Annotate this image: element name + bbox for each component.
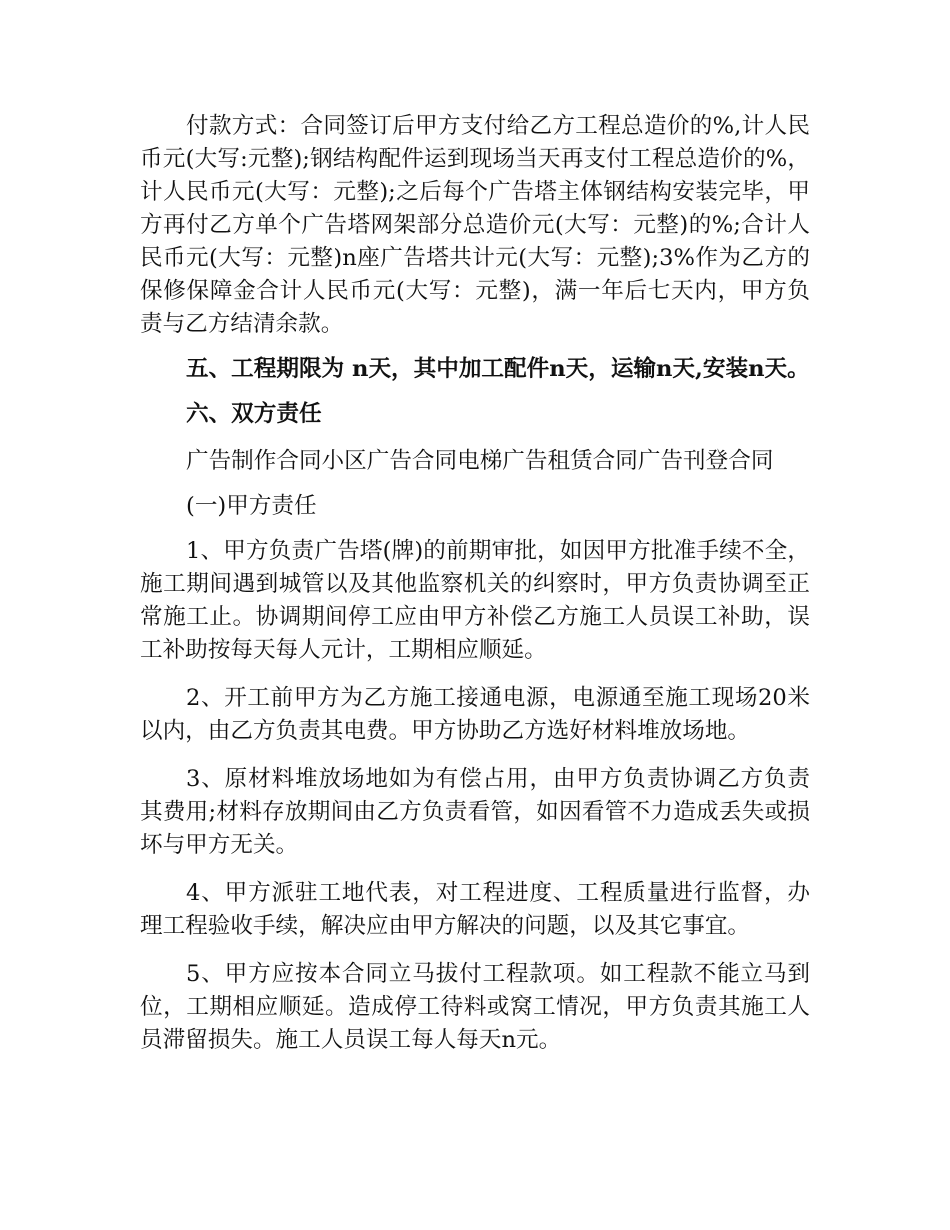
document-page <box>140 110 810 1057</box>
subheading-party-a: (一)甲方责任 <box>186 493 317 519</box>
list-item-5: 5、甲方应按本合同立马拔付工程款项。如工程款不能立马到位，工期相应顺延。造成停工待料或窝工情况，甲方负责其施工人员滞留损失。施工人员误工每人每天n元。 <box>140 961 810 1053</box>
paragraph-payment-terms: 付款方式：合同签订后甲方支付给乙方工程总造价的%,计人民币元(大写:元整);钢结构配件运到现场当天再支付工程总造价的%，计人民币元(大写：元整);之后每个广告塔主体钢结构安装完毕，甲方再付乙方单个广告塔网架部分总造价元(大写：元整)的%;合计人民币元(大写：元整)n座广告塔共计元(大写：元整);3%作为乙方的保修保障金合计人民币元(大写：元整)，满一年后七天内，甲方负责与乙方结清余款。 <box>140 113 810 337</box>
paragraph-related-contracts: 广告制作合同小区广告合同电梯广告租赁合同广告刊登合同 <box>186 448 774 474</box>
list-item-1: 1、甲方负责广告塔(牌)的前期审批，如因甲方批准手续不全，施工期间遇到城管以及其他监察机关的纠察时，甲方负责协调至正常施工止。协调期间停工应由甲方补偿乙方施工人员误工补助，误工补助按每天每人元计，工期相应顺延。 <box>140 538 810 663</box>
section-heading-duration: 五、工程期限为 n天，其中加工配件n天，运输n天,安装n天。 <box>186 356 810 382</box>
list-item-3: 3、原材料堆放场地如为有偿占用，由甲方负责协调乙方负责其费用;材料存放期间由乙方负责看管，如因看管不力造成丢失或损坏与甲方无关。 <box>140 766 810 858</box>
list-item-4: 4、甲方派驻工地代表，对工程进度、工程质量进行监督，办理工程验收手续，解决应由甲方解决的问题，以及其它事宜。 <box>140 880 810 939</box>
section-heading-responsibilities: 六、双方责任 <box>186 401 322 427</box>
list-item-2: 2、开工前甲方为乙方施工接通电源，电源通至施工现场20米以内，由乙方负责其电费。甲方协助乙方选好材料堆放场地。 <box>140 685 810 744</box>
